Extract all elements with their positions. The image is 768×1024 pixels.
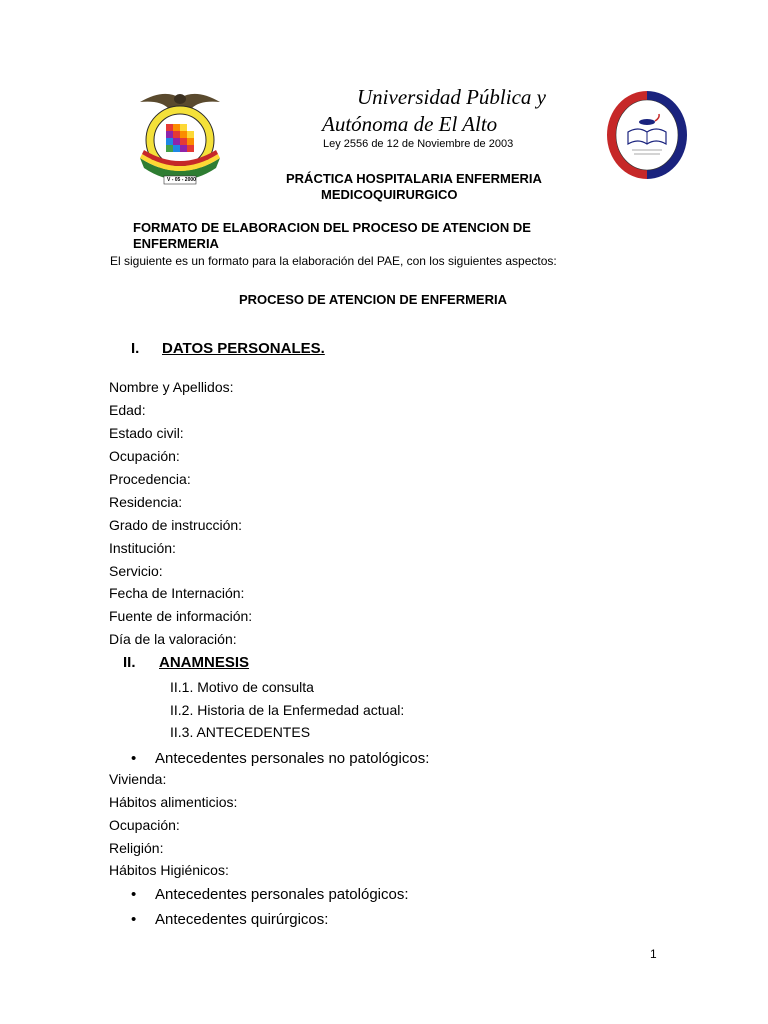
field-estado-civil: Estado civil: <box>109 425 184 441</box>
bullet-no-patologicos-label: Antecedentes personales no patológicos: <box>155 750 430 767</box>
field-institucion: Institución: <box>109 540 176 556</box>
field-edad: Edad: <box>109 402 146 418</box>
field-residencia: Residencia: <box>109 494 183 510</box>
bullet-icon: • <box>131 750 137 767</box>
bullet-quirurgicos-label: Antecedentes quirúrgicos: <box>155 911 329 928</box>
field-vivienda: Vivienda: <box>109 771 167 787</box>
bullet-icon: • <box>131 886 137 903</box>
section2-title: ANAMNESIS <box>159 654 250 671</box>
field-ocupacion-2: Ocupación: <box>109 817 180 833</box>
page-number: 1 <box>650 947 657 961</box>
field-habitos-alimenticios: Hábitos alimenticios: <box>109 794 238 810</box>
field-nombre: Nombre y Apellidos: <box>109 379 234 395</box>
university-name-line1: Universidad Pública y <box>357 85 546 109</box>
subitem-historia-enfermedad: II.2. Historia de la Enfermedad actual: <box>170 702 405 718</box>
section1-number: I. <box>131 340 140 357</box>
intro-text: El siguiente es un formato para la elaboración del PAE, con los siguientes aspectos: <box>110 254 557 268</box>
field-procedencia: Procedencia: <box>109 471 191 487</box>
bullet-patologicos <box>131 886 409 903</box>
bullet-patologicos-label: Antecedentes personales patológicos: <box>155 886 409 903</box>
formato-title-line2: ENFERMERIA <box>133 236 219 251</box>
field-servicio: Servicio: <box>109 563 163 579</box>
field-habitos-higienicos: Hábitos Higiénicos: <box>109 862 229 878</box>
section1-title: DATOS PERSONALES. <box>162 340 325 357</box>
section2-number: II. <box>123 654 136 671</box>
practica-title-line2: MEDICOQUIRURGICO <box>321 187 458 202</box>
field-fuente-informacion: Fuente de información: <box>109 608 253 624</box>
subitem-motivo-consulta: II.1. Motivo de consulta <box>170 679 314 695</box>
field-fecha-internacion: Fecha de Internación: <box>109 585 245 601</box>
formato-title-line1: FORMATO DE ELABORACION DEL PROCESO DE ATENCION DE <box>133 220 531 235</box>
left-logo-date: V - 05 - 2000 <box>167 177 196 183</box>
subitem-antecedentes: II.3. ANTECEDENTES <box>170 724 311 740</box>
field-dia-valoracion: Día de la valoración: <box>109 631 237 647</box>
ley-text: Ley 2556 de 12 de Noviembre de 2003 <box>323 138 514 150</box>
bullet-no-patologicos <box>131 750 429 767</box>
bullet-icon: • <box>131 911 137 928</box>
university-name-line2: Autónoma de El Alto <box>322 112 498 136</box>
bullet-quirurgicos <box>131 911 328 928</box>
field-ocupacion: Ocupación: <box>109 448 180 464</box>
field-religion: Religión: <box>109 840 164 856</box>
practica-title-line1: PRÁCTICA HOSPITALARIA ENFERMERIA <box>286 171 542 186</box>
pae-title: PROCESO DE ATENCION DE ENFERMERIA <box>239 292 507 307</box>
upea-shield-logo <box>134 88 226 190</box>
enfermeria-seal-logo <box>606 90 688 180</box>
field-grado-instruccion: Grado de instrucción: <box>109 517 243 533</box>
